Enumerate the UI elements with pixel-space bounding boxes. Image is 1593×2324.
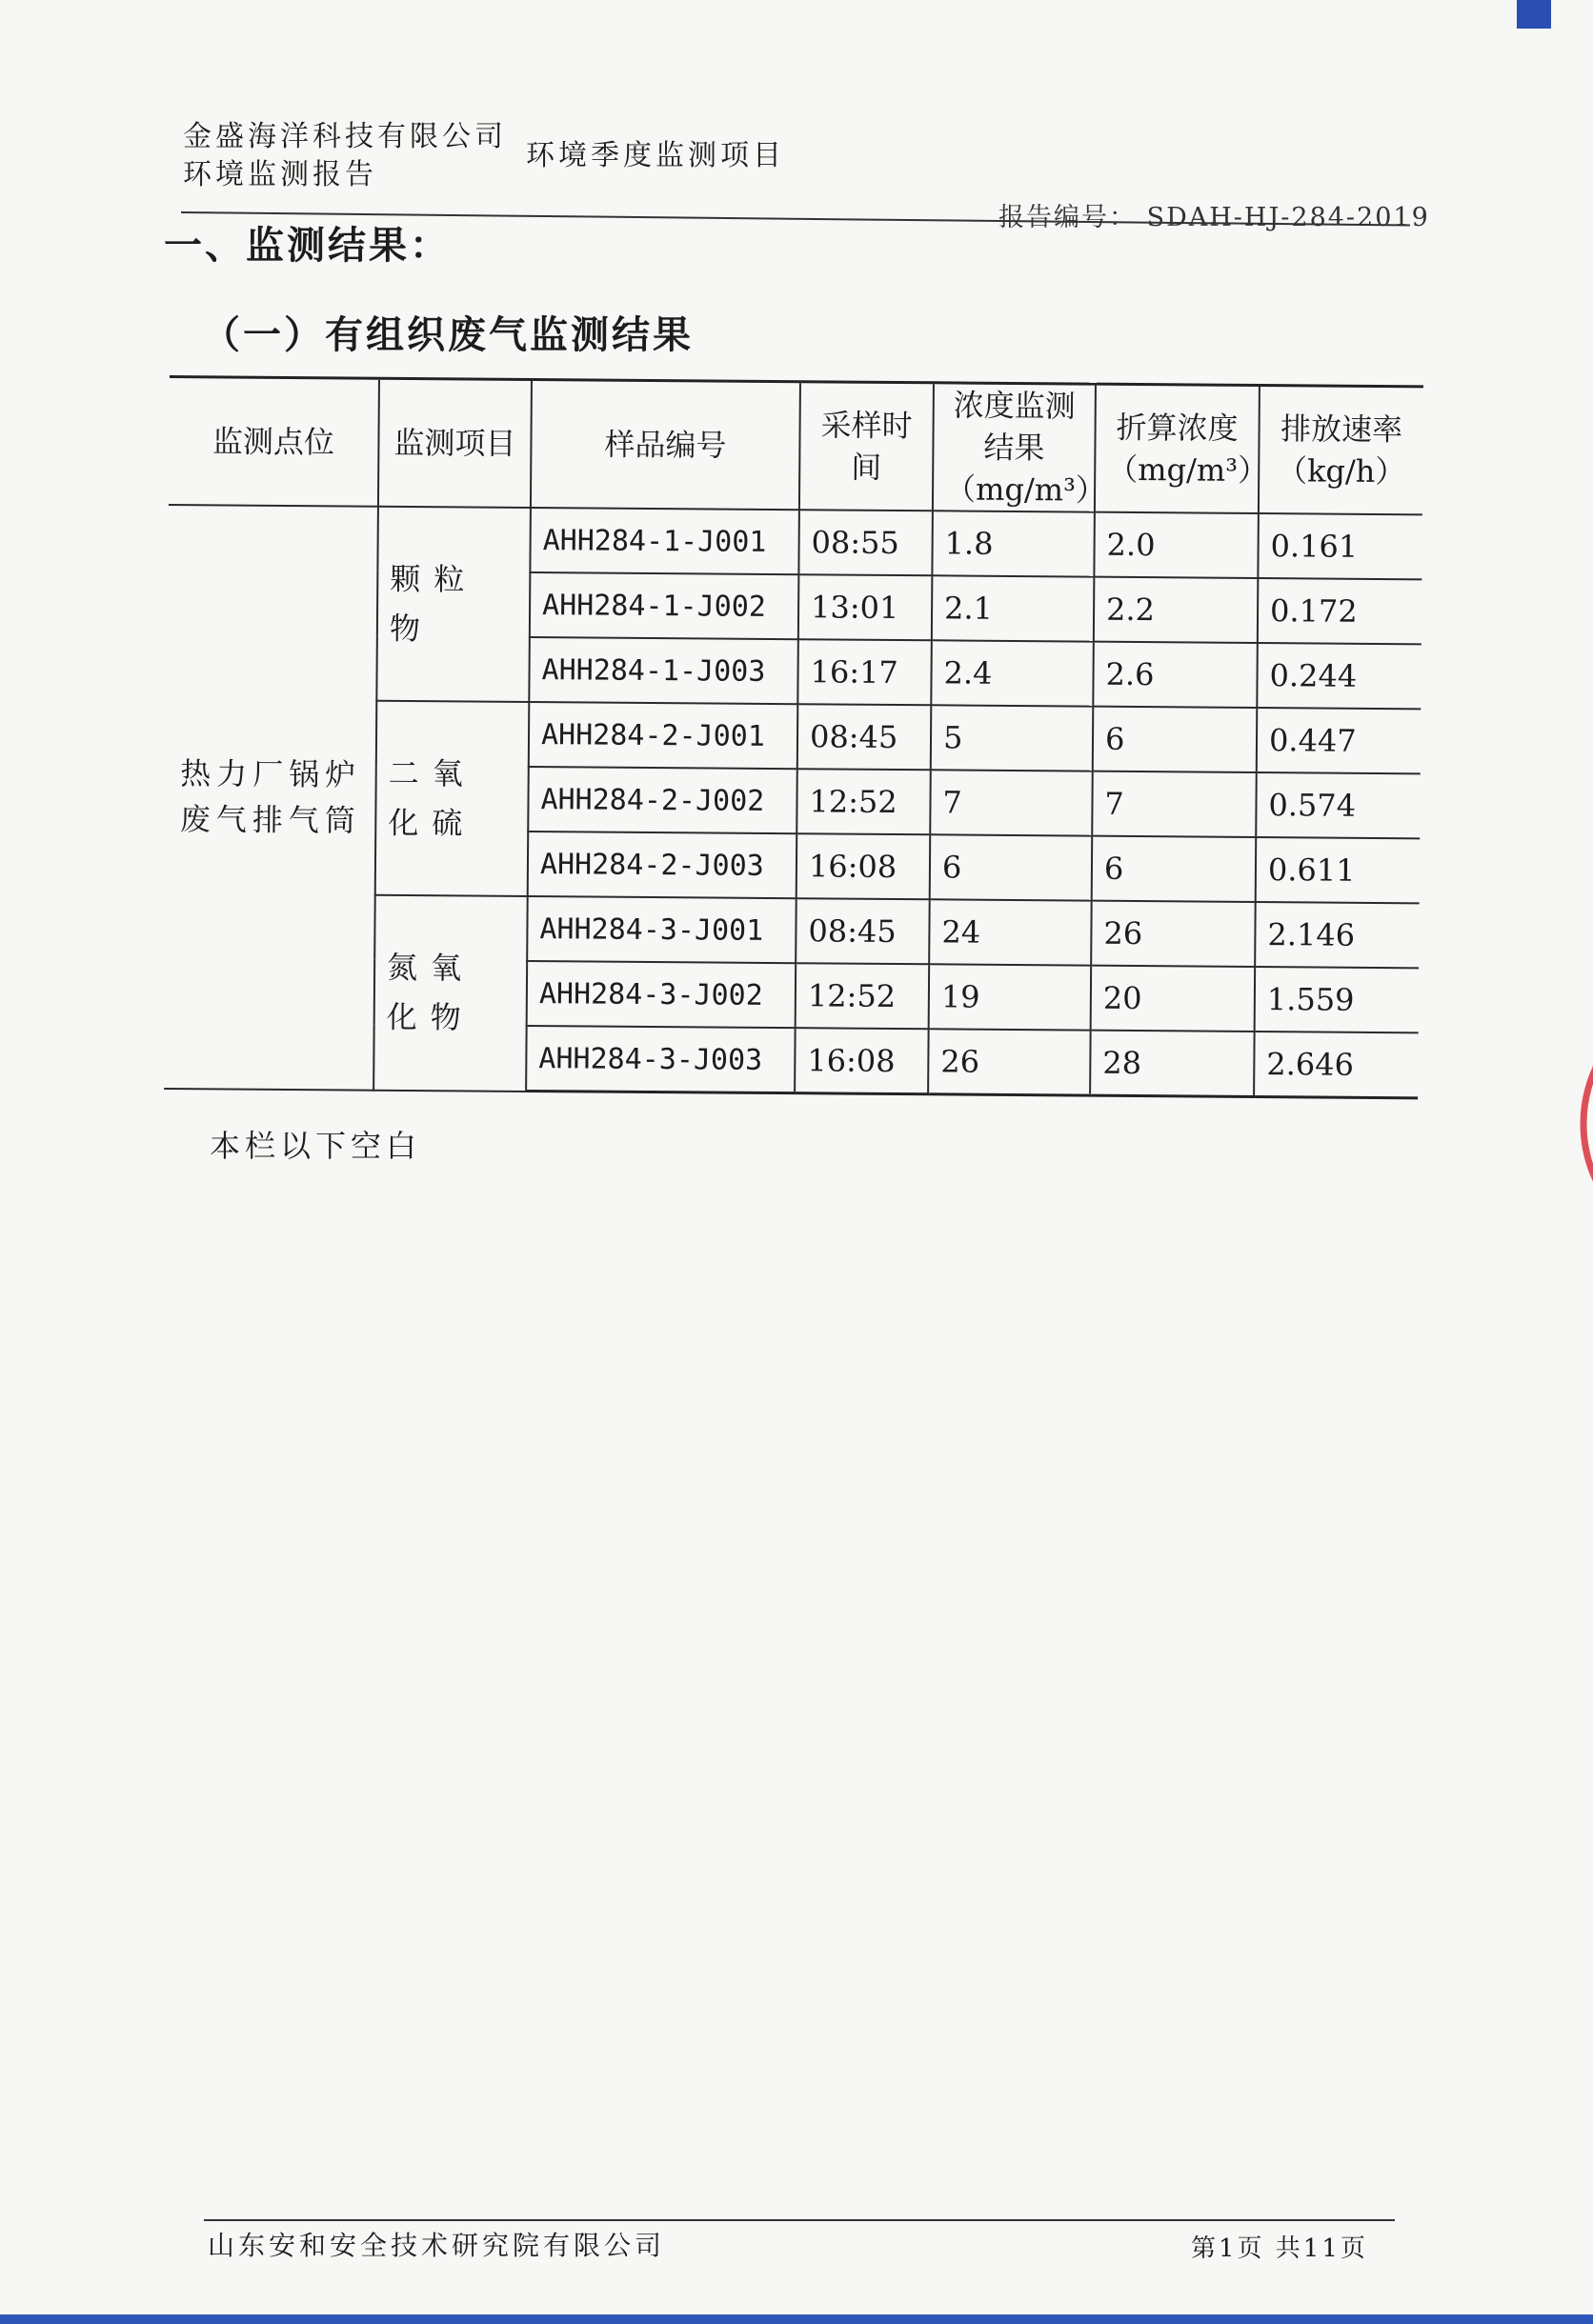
rate-cell: 0.172 xyxy=(1258,578,1422,644)
time-cell: 16:08 xyxy=(795,1028,929,1094)
time-cell: 12:52 xyxy=(796,769,931,834)
conc-cell: 5 xyxy=(931,705,1094,771)
conc-cell: 2.4 xyxy=(931,640,1094,706)
footer-institution: 山东安和安全技术研究院有限公司 xyxy=(208,2230,666,2261)
col-header-sample xyxy=(531,379,800,510)
time-cell: 08:45 xyxy=(796,898,930,964)
emission-results-table xyxy=(164,375,1423,1099)
col-header-converted xyxy=(1095,384,1269,513)
converted-cell: 6 xyxy=(1093,707,1258,772)
red-seal-stamp xyxy=(1536,981,1593,1267)
rate-cell: 0.447 xyxy=(1257,708,1422,773)
time-cell: 08:45 xyxy=(797,704,932,770)
rate-cell: 2.646 xyxy=(1254,1032,1419,1098)
rate-cell: 0.244 xyxy=(1257,643,1422,709)
converted-cell: 6 xyxy=(1092,836,1257,902)
sample-cell: AHH284-2-J003 xyxy=(528,831,797,898)
col-header-conc xyxy=(933,383,1107,512)
item-cell: 氮氧化物 xyxy=(373,895,528,1092)
table-row xyxy=(168,505,1422,579)
header-report-number: 报告编号： SDAH-HJ-284-2019 xyxy=(998,203,1430,232)
rate-cell: 0.161 xyxy=(1258,513,1422,579)
item-cell: 二氧化硫 xyxy=(375,701,530,896)
converted-cell: 26 xyxy=(1091,901,1256,967)
table-header-row xyxy=(169,376,1423,514)
conc-cell: 24 xyxy=(929,899,1092,965)
conc-cell: 7 xyxy=(930,770,1093,835)
col-header-time xyxy=(799,382,934,511)
header-company: 金盛海洋科技有限公司 xyxy=(183,120,507,153)
converted-cell: 28 xyxy=(1090,1031,1255,1097)
section-title: 一、监测结果： xyxy=(164,223,451,268)
conc-cell: 1.8 xyxy=(932,511,1095,576)
footer-page-number: 第1页 共11页 xyxy=(1191,2234,1368,2263)
conc-cell: 26 xyxy=(928,1029,1091,1095)
point-cell: 热力厂锅炉废气排气筒 xyxy=(164,505,378,1090)
converted-cell: 7 xyxy=(1092,771,1257,837)
time-cell: 12:52 xyxy=(796,963,930,1029)
bottom-scan-band xyxy=(0,2314,1593,2324)
sample-cell: AHH284-1-J001 xyxy=(530,508,799,574)
item-cell: 颗粒物 xyxy=(376,507,531,702)
sample-cell: AHH284-3-J001 xyxy=(527,896,796,963)
blank-below-note: 本栏以下空白 xyxy=(210,1128,422,1164)
conc-cell: 6 xyxy=(930,834,1093,900)
corner-tab xyxy=(1517,0,1551,29)
converted-cell: 2.2 xyxy=(1094,577,1259,643)
time-cell: 08:55 xyxy=(798,510,933,575)
col-header-item-text: 监测项目 xyxy=(393,424,516,462)
sample-cell: AHH284-2-J001 xyxy=(529,702,798,769)
sample-cell: AHH284-2-J002 xyxy=(528,767,797,833)
col-header-time-text: 采样时间 xyxy=(820,407,913,486)
sample-cell: AHH284-3-J003 xyxy=(526,1026,796,1093)
col-header-rate xyxy=(1259,385,1423,514)
col-header-sample-text: 样品编号 xyxy=(604,426,727,464)
time-cell: 13:01 xyxy=(798,574,933,640)
converted-cell: 20 xyxy=(1091,966,1256,1032)
conc-cell: 19 xyxy=(929,964,1092,1030)
rate-cell: 1.559 xyxy=(1255,967,1420,1032)
col-header-conc-text: 浓度监测结果（mg/m³） xyxy=(944,387,1107,509)
subsection-title: （一）有组织废气监测结果 xyxy=(202,312,694,357)
header-report-type: 环境监测报告 xyxy=(183,158,377,191)
rate-cell: 0.611 xyxy=(1256,837,1421,903)
conc-cell: 2.1 xyxy=(932,575,1095,641)
sample-cell: AHH284-1-J002 xyxy=(530,572,799,639)
rate-cell: 2.146 xyxy=(1255,902,1420,968)
converted-cell: 2.0 xyxy=(1094,512,1259,578)
time-cell: 16:08 xyxy=(796,833,931,899)
col-header-converted-text: 折算浓度（mg/m³） xyxy=(1107,409,1269,490)
header-project: 环境季度监测项目 xyxy=(526,139,785,172)
sample-cell: AHH284-1-J003 xyxy=(529,637,798,704)
col-header-item xyxy=(378,378,532,508)
col-header-point-text: 监测点位 xyxy=(212,423,335,461)
time-cell: 16:17 xyxy=(797,639,932,705)
rate-cell: 0.574 xyxy=(1256,772,1421,838)
converted-cell: 2.6 xyxy=(1093,642,1258,708)
sample-cell: AHH284-3-J002 xyxy=(527,961,796,1028)
col-header-rate-text: 排放速率（kg/h） xyxy=(1276,411,1406,491)
footer-divider xyxy=(204,2219,1395,2221)
col-header-point xyxy=(169,376,379,506)
